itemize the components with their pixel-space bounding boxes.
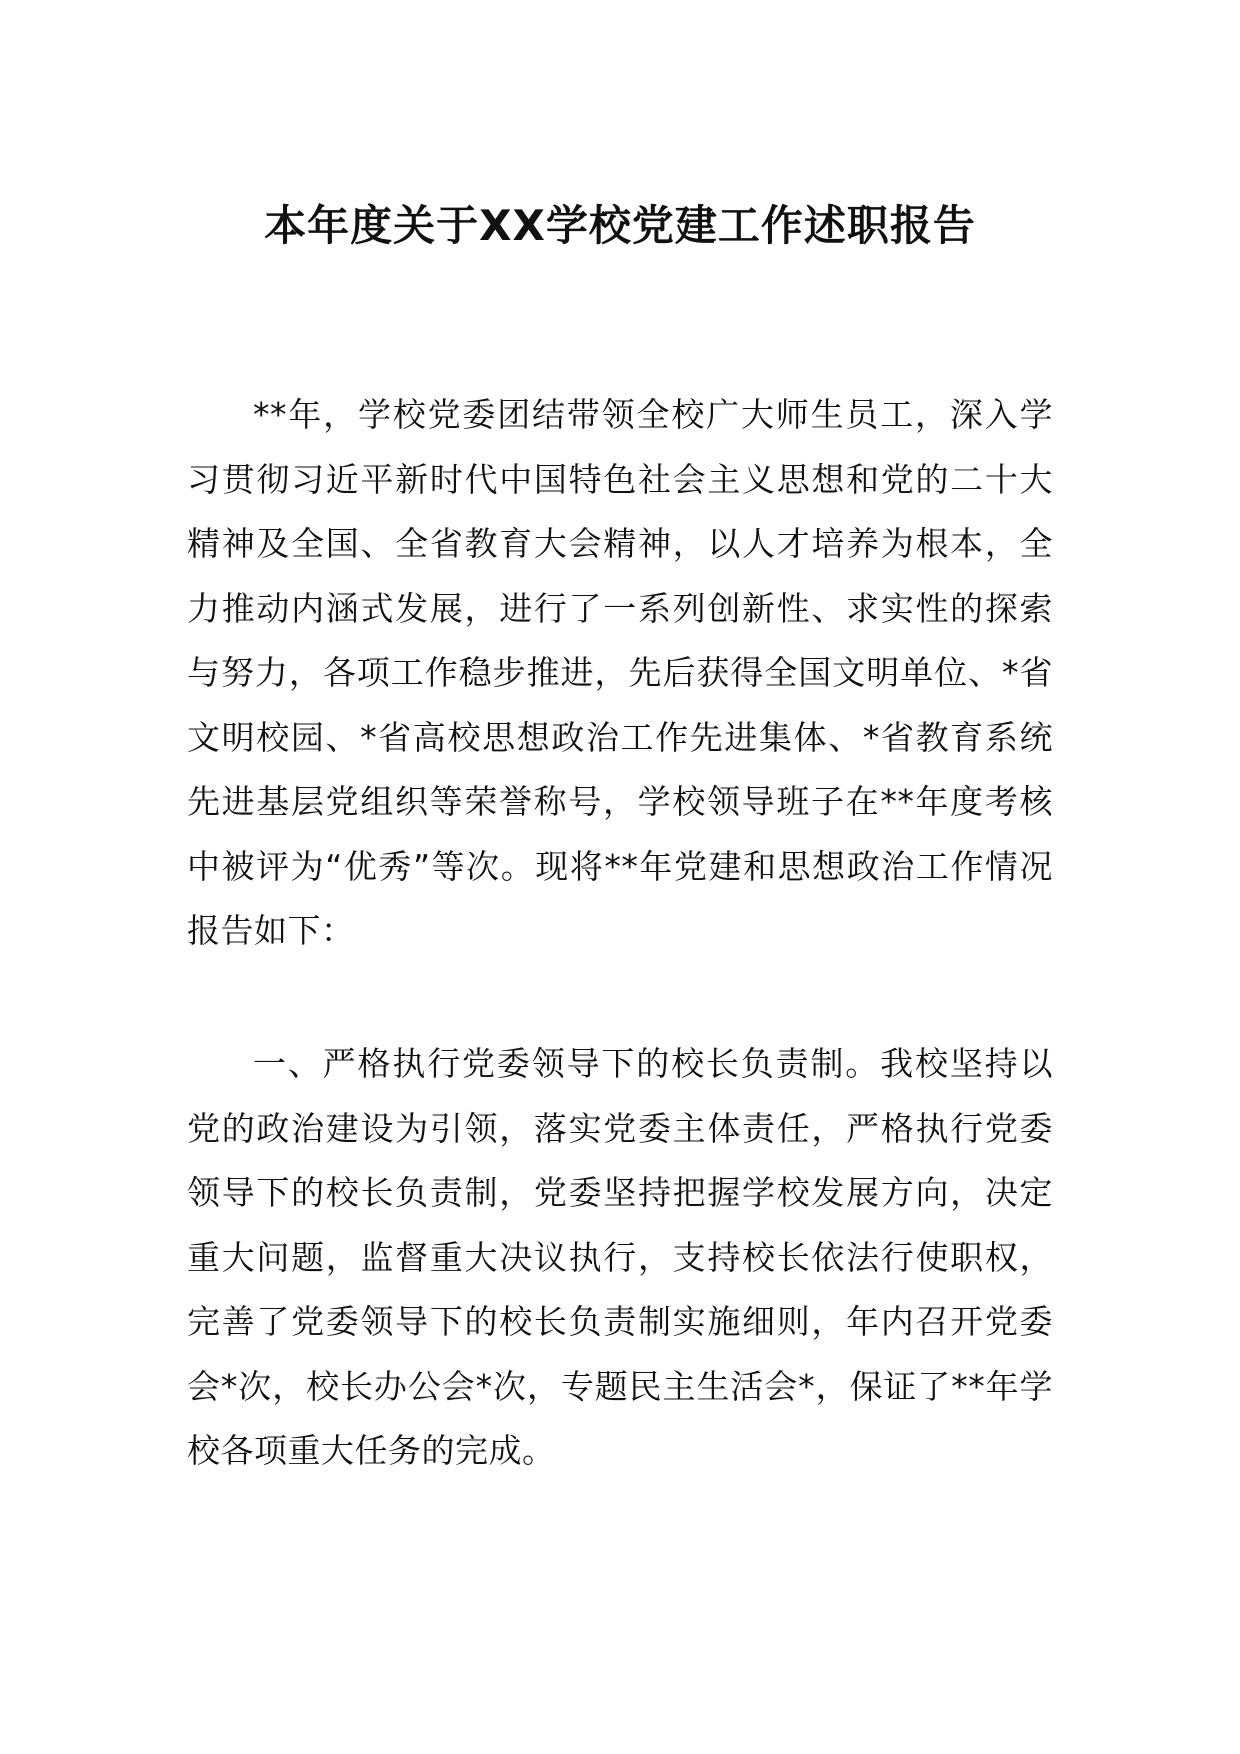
intro-paragraph: **年，学校党委团结带领全校广大师生员工，深入学习贯彻习近平新时代中国特色社会主义思想和党的二十大精神及全国、全省教育大会精神，以人才培养为根本，全力推动内涵式发展，进行了一系列创新性、求实性的探索与努力，各项工作稳步推进，先后获得全国文明单位、*省文明校园、*省高校思想政治工作先进集体、*省教育系统先进基层党组织等荣誉称号，学校领导班子在**年度考核中被评为“优秀”等次。现将**年党建和思想政治工作情况报告如下： bbox=[187, 395, 1053, 950]
section-one-paragraph: 一、严格执行党委领导下的校长负责制。我校坚持以党的政治建设为引领，落实党委主体责任，严格执行党委领导下的校长负责制，党委坚持把握学校发展方向，决定重大问题，监督重大决议执行，支持校长依法行使职权，完善了党委领导下的校长负责制实施细则，年内召开党委会*次，校长办公会*次，专题民主生活会*，保证了**年学校各项重大任务的完成。 bbox=[187, 1044, 1053, 1470]
document-title: 本年度关于XX学校党建工作述职报告 bbox=[264, 201, 976, 250]
